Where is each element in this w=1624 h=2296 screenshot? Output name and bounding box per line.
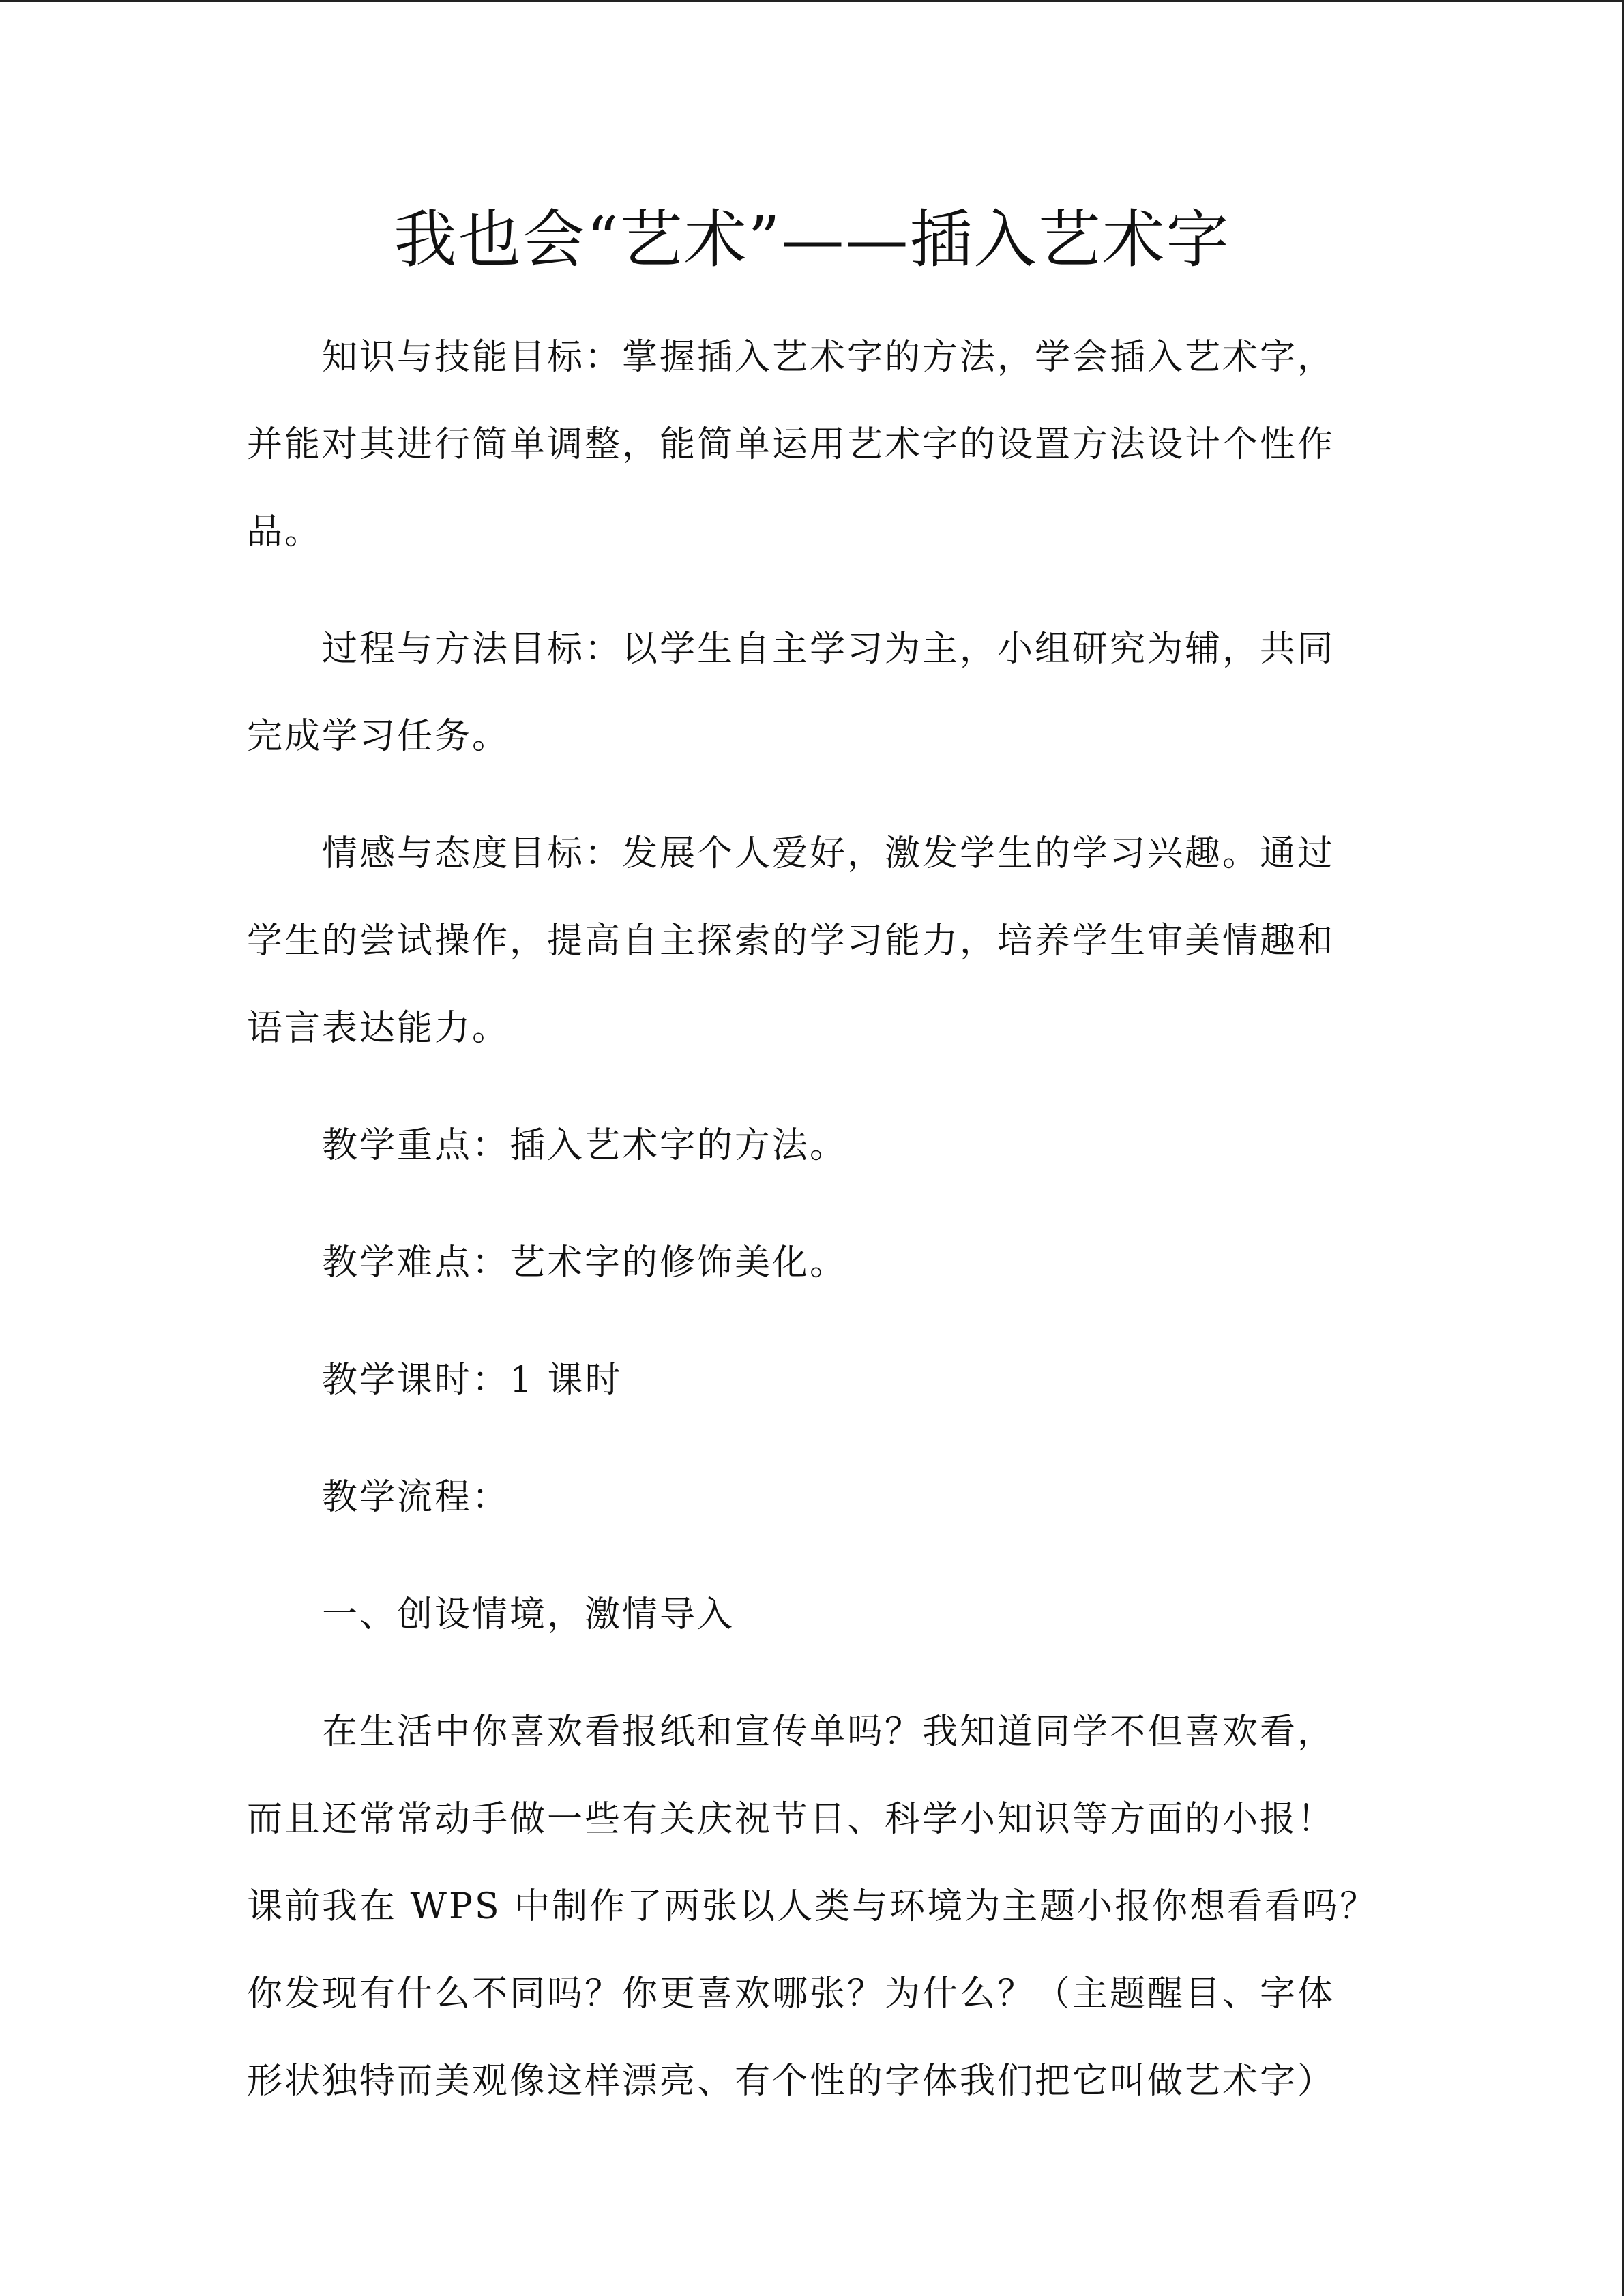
paragraph-line: 形状独特而美观像这样漂亮、有个性的字体我们把它叫做艺术字） xyxy=(247,2061,1335,2102)
paragraph-line: 过程与方法目标：以学生自主学习为主，小组研究为辅，共同 xyxy=(322,629,1335,670)
document-title: 我也会“艺术”——插入艺术字 xyxy=(394,203,1230,276)
paragraph-line: 教学流程： xyxy=(322,1477,510,1518)
paragraph-line: 并能对其进行简单调整，能简单运用艺术字的设置方法设计个性作 xyxy=(247,424,1335,465)
paragraph-line: 而且还常常动手做一些有关庆祝节日、科学小知识等方面的小报！ xyxy=(247,1799,1335,1840)
paragraph-line: 语言表达能力。 xyxy=(247,1008,510,1049)
paragraph-emotion-goal xyxy=(247,810,1365,1072)
paragraph-line: 一、创设情境，激情导入 xyxy=(322,1594,735,1635)
paragraph-intro-body xyxy=(247,1688,1378,2125)
paragraph-line: 知识与技能目标：掌握插入艺术字的方法，学会插入艺术字， xyxy=(322,337,1335,378)
paragraph-process-goal xyxy=(247,606,1365,780)
document-body xyxy=(247,314,1378,2155)
paragraph-line: 教学重点：插入艺术字的方法。 xyxy=(322,1125,848,1166)
paragraph-difficulty xyxy=(247,1219,1365,1307)
paragraph-line: 情感与态度目标：发展个人爱好，激发学生的学习兴趣。通过 xyxy=(322,833,1335,874)
paragraph-line: 在生活中你喜欢看报纸和宣传单吗？我知道同学不但喜欢看， xyxy=(322,1712,1335,1753)
paragraph-line: 品。 xyxy=(247,511,323,552)
paragraph-key-point xyxy=(247,1102,1365,1189)
paragraph-line: 完成学习任务。 xyxy=(247,716,510,757)
paragraph-line: 课前我在 WPS 中制作了两张以人类与环境为主题小报你想看看吗？ xyxy=(247,1886,1378,1927)
paragraph-line: 教学课时：1 课时 xyxy=(322,1360,623,1401)
paragraph-line: 教学难点：艺术字的修饰美化。 xyxy=(322,1242,848,1283)
section-heading-intro xyxy=(247,1571,1365,1658)
paragraph-teaching-process xyxy=(247,1454,1365,1541)
paragraph-class-hours xyxy=(247,1337,1365,1424)
paragraph-knowledge-goal xyxy=(247,314,1365,576)
paragraph-line: 学生的尝试操作，提高自主探索的学习能力，培养学生审美情趣和 xyxy=(247,921,1335,961)
paragraph-line: 你发现有什么不同吗？你更喜欢哪张？为什么？（主题醒目、字体 xyxy=(247,1973,1335,2014)
